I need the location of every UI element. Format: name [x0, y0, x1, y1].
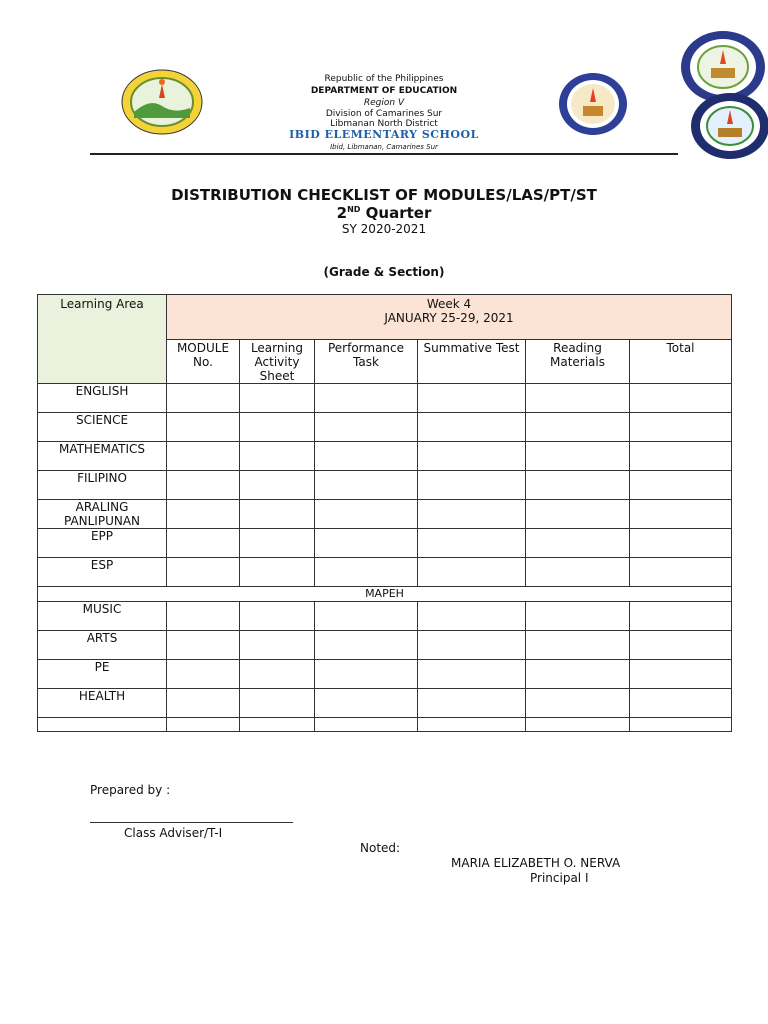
- cell[interactable]: [526, 471, 630, 500]
- week-dates: JANUARY 25-29, 2021: [384, 311, 514, 325]
- cell[interactable]: [526, 529, 630, 558]
- col-total: Total: [630, 340, 732, 384]
- cell[interactable]: [418, 500, 526, 529]
- cell[interactable]: [418, 442, 526, 471]
- class-adviser-label: Class Adviser/T-I: [124, 826, 223, 840]
- quarter-number: 2: [336, 204, 348, 222]
- district-line: Libmanan North District: [330, 119, 438, 129]
- table-row: [38, 660, 732, 689]
- cell[interactable]: [240, 602, 315, 631]
- cell[interactable]: [167, 602, 240, 631]
- subject-filipino: FILIPINO: [38, 471, 167, 500]
- table-row: [38, 602, 732, 631]
- cell[interactable]: [240, 442, 315, 471]
- cell[interactable]: [240, 689, 315, 718]
- cell[interactable]: [526, 500, 630, 529]
- principal-title: Principal I: [530, 871, 589, 885]
- cell[interactable]: [167, 413, 240, 442]
- cell[interactable]: [167, 689, 240, 718]
- cell[interactable]: [526, 689, 630, 718]
- cell[interactable]: [526, 718, 630, 732]
- cell[interactable]: [240, 718, 315, 732]
- cell[interactable]: [315, 500, 418, 529]
- table-row: [38, 413, 732, 442]
- school-year: SY 2020-2021: [341, 222, 427, 236]
- cell[interactable]: [526, 660, 630, 689]
- libmanan-north-central-school-seal: [690, 92, 768, 160]
- cell[interactable]: [167, 471, 240, 500]
- cell[interactable]: [418, 602, 526, 631]
- department-line: DEPARTMENT OF EDUCATION: [310, 86, 458, 96]
- cell[interactable]: [418, 558, 526, 587]
- week-label: Week 4: [426, 297, 472, 311]
- table-row: [38, 558, 732, 587]
- cell[interactable]: [315, 529, 418, 558]
- cell[interactable]: [240, 558, 315, 587]
- cell[interactable]: [167, 631, 240, 660]
- cell[interactable]: [38, 718, 167, 732]
- cell[interactable]: [315, 631, 418, 660]
- subject-science: SCIENCE: [38, 413, 167, 442]
- cell[interactable]: [630, 602, 732, 631]
- table-row: [38, 471, 732, 500]
- cell[interactable]: [418, 689, 526, 718]
- cell[interactable]: [418, 384, 526, 413]
- school-address: Ibid, Libmanan, Camarines Sur: [330, 143, 438, 151]
- cell[interactable]: [526, 602, 630, 631]
- cell[interactable]: [315, 384, 418, 413]
- document-title: DISTRIBUTION CHECKLIST OF MODULES/LAS/PT/ST: [171, 186, 597, 204]
- principal-name: MARIA ELIZABETH O. NERVA: [451, 856, 621, 870]
- subject-araling-panlipunan: ARALING PANLIPUNAN: [38, 500, 167, 529]
- cell[interactable]: [418, 718, 526, 732]
- col-learning-activity-sheet: Learning Activity Sheet: [240, 340, 315, 384]
- table-row: [38, 384, 732, 413]
- table-row-empty: [38, 718, 732, 732]
- cell[interactable]: [315, 471, 418, 500]
- cell[interactable]: [418, 660, 526, 689]
- cell[interactable]: [315, 558, 418, 587]
- cell[interactable]: [167, 442, 240, 471]
- table-row: [38, 442, 732, 471]
- cell[interactable]: [167, 529, 240, 558]
- school-name: IBID ELEMENTARY SCHOOL: [289, 128, 479, 141]
- table-row: [38, 500, 732, 529]
- subject-health: HEALTH: [38, 689, 167, 718]
- ibid-elementary-school-seal: [558, 72, 628, 136]
- subject-music: MUSIC: [38, 602, 167, 631]
- cell[interactable]: [240, 413, 315, 442]
- cell[interactable]: [526, 442, 630, 471]
- cell[interactable]: [240, 660, 315, 689]
- division-line: Division of Camarines Sur: [325, 109, 443, 119]
- cell[interactable]: [630, 558, 732, 587]
- subject-esp: ESP: [38, 558, 167, 587]
- region-line: Region V: [363, 98, 405, 108]
- cell[interactable]: [240, 384, 315, 413]
- cell[interactable]: [418, 413, 526, 442]
- cell[interactable]: [418, 529, 526, 558]
- prepared-by-label: Prepared by :: [90, 783, 171, 797]
- grade-section-label: (Grade & Section): [323, 265, 445, 279]
- cell[interactable]: [630, 471, 732, 500]
- quarter-word: Quarter: [365, 204, 432, 222]
- cell[interactable]: [526, 384, 630, 413]
- cell[interactable]: [526, 558, 630, 587]
- adviser-signature-line: [90, 822, 293, 823]
- cell[interactable]: [526, 413, 630, 442]
- cell[interactable]: [630, 500, 732, 529]
- subject-mathematics: MATHEMATICS: [38, 442, 167, 471]
- distribution-checklist-table: [37, 294, 732, 732]
- cell[interactable]: [630, 660, 732, 689]
- cell[interactable]: [418, 471, 526, 500]
- cell[interactable]: [418, 631, 526, 660]
- cell[interactable]: [630, 631, 732, 660]
- republic-line: Republic of the Philippines: [324, 74, 444, 84]
- subject-epp: EPP: [38, 529, 167, 558]
- cell[interactable]: [315, 413, 418, 442]
- col-reading-materials: Reading Materials: [526, 340, 630, 384]
- cell[interactable]: [630, 442, 732, 471]
- cell[interactable]: [167, 500, 240, 529]
- cell[interactable]: [630, 413, 732, 442]
- table-row: [38, 689, 732, 718]
- cell[interactable]: [315, 660, 418, 689]
- col-module-no: MODULE No.: [167, 340, 240, 384]
- cell[interactable]: [630, 718, 732, 732]
- cell[interactable]: [167, 558, 240, 587]
- header-divider: [90, 153, 678, 155]
- cell[interactable]: [630, 529, 732, 558]
- col-summative-test: Summative Test: [418, 340, 526, 384]
- week-header: [167, 295, 732, 340]
- subject-arts: ARTS: [38, 631, 167, 660]
- cell[interactable]: [167, 384, 240, 413]
- cell[interactable]: [240, 631, 315, 660]
- cell[interactable]: [315, 602, 418, 631]
- cell[interactable]: [167, 660, 240, 689]
- cell[interactable]: [315, 718, 418, 732]
- cell[interactable]: [630, 384, 732, 413]
- learning-area-header: Learning Area: [38, 295, 167, 384]
- noted-label: Noted:: [360, 841, 401, 855]
- cell[interactable]: [167, 718, 240, 732]
- quarter-heading: [0, 204, 768, 222]
- cell[interactable]: [315, 689, 418, 718]
- cell[interactable]: [526, 631, 630, 660]
- col-performance-task: Performance Task: [315, 340, 418, 384]
- cell[interactable]: [240, 500, 315, 529]
- mapeh-row: [38, 587, 732, 602]
- subject-pe: PE: [38, 660, 167, 689]
- quarter-suffix: ND: [347, 205, 361, 214]
- cell[interactable]: [240, 529, 315, 558]
- subject-english: ENGLISH: [38, 384, 167, 413]
- cell[interactable]: [630, 689, 732, 718]
- table-row: [38, 529, 732, 558]
- cell[interactable]: [240, 471, 315, 500]
- cell[interactable]: [315, 442, 418, 471]
- deped-division-seal: [120, 68, 204, 136]
- mapeh-label: MAPEH: [38, 587, 732, 602]
- table-row: [38, 631, 732, 660]
